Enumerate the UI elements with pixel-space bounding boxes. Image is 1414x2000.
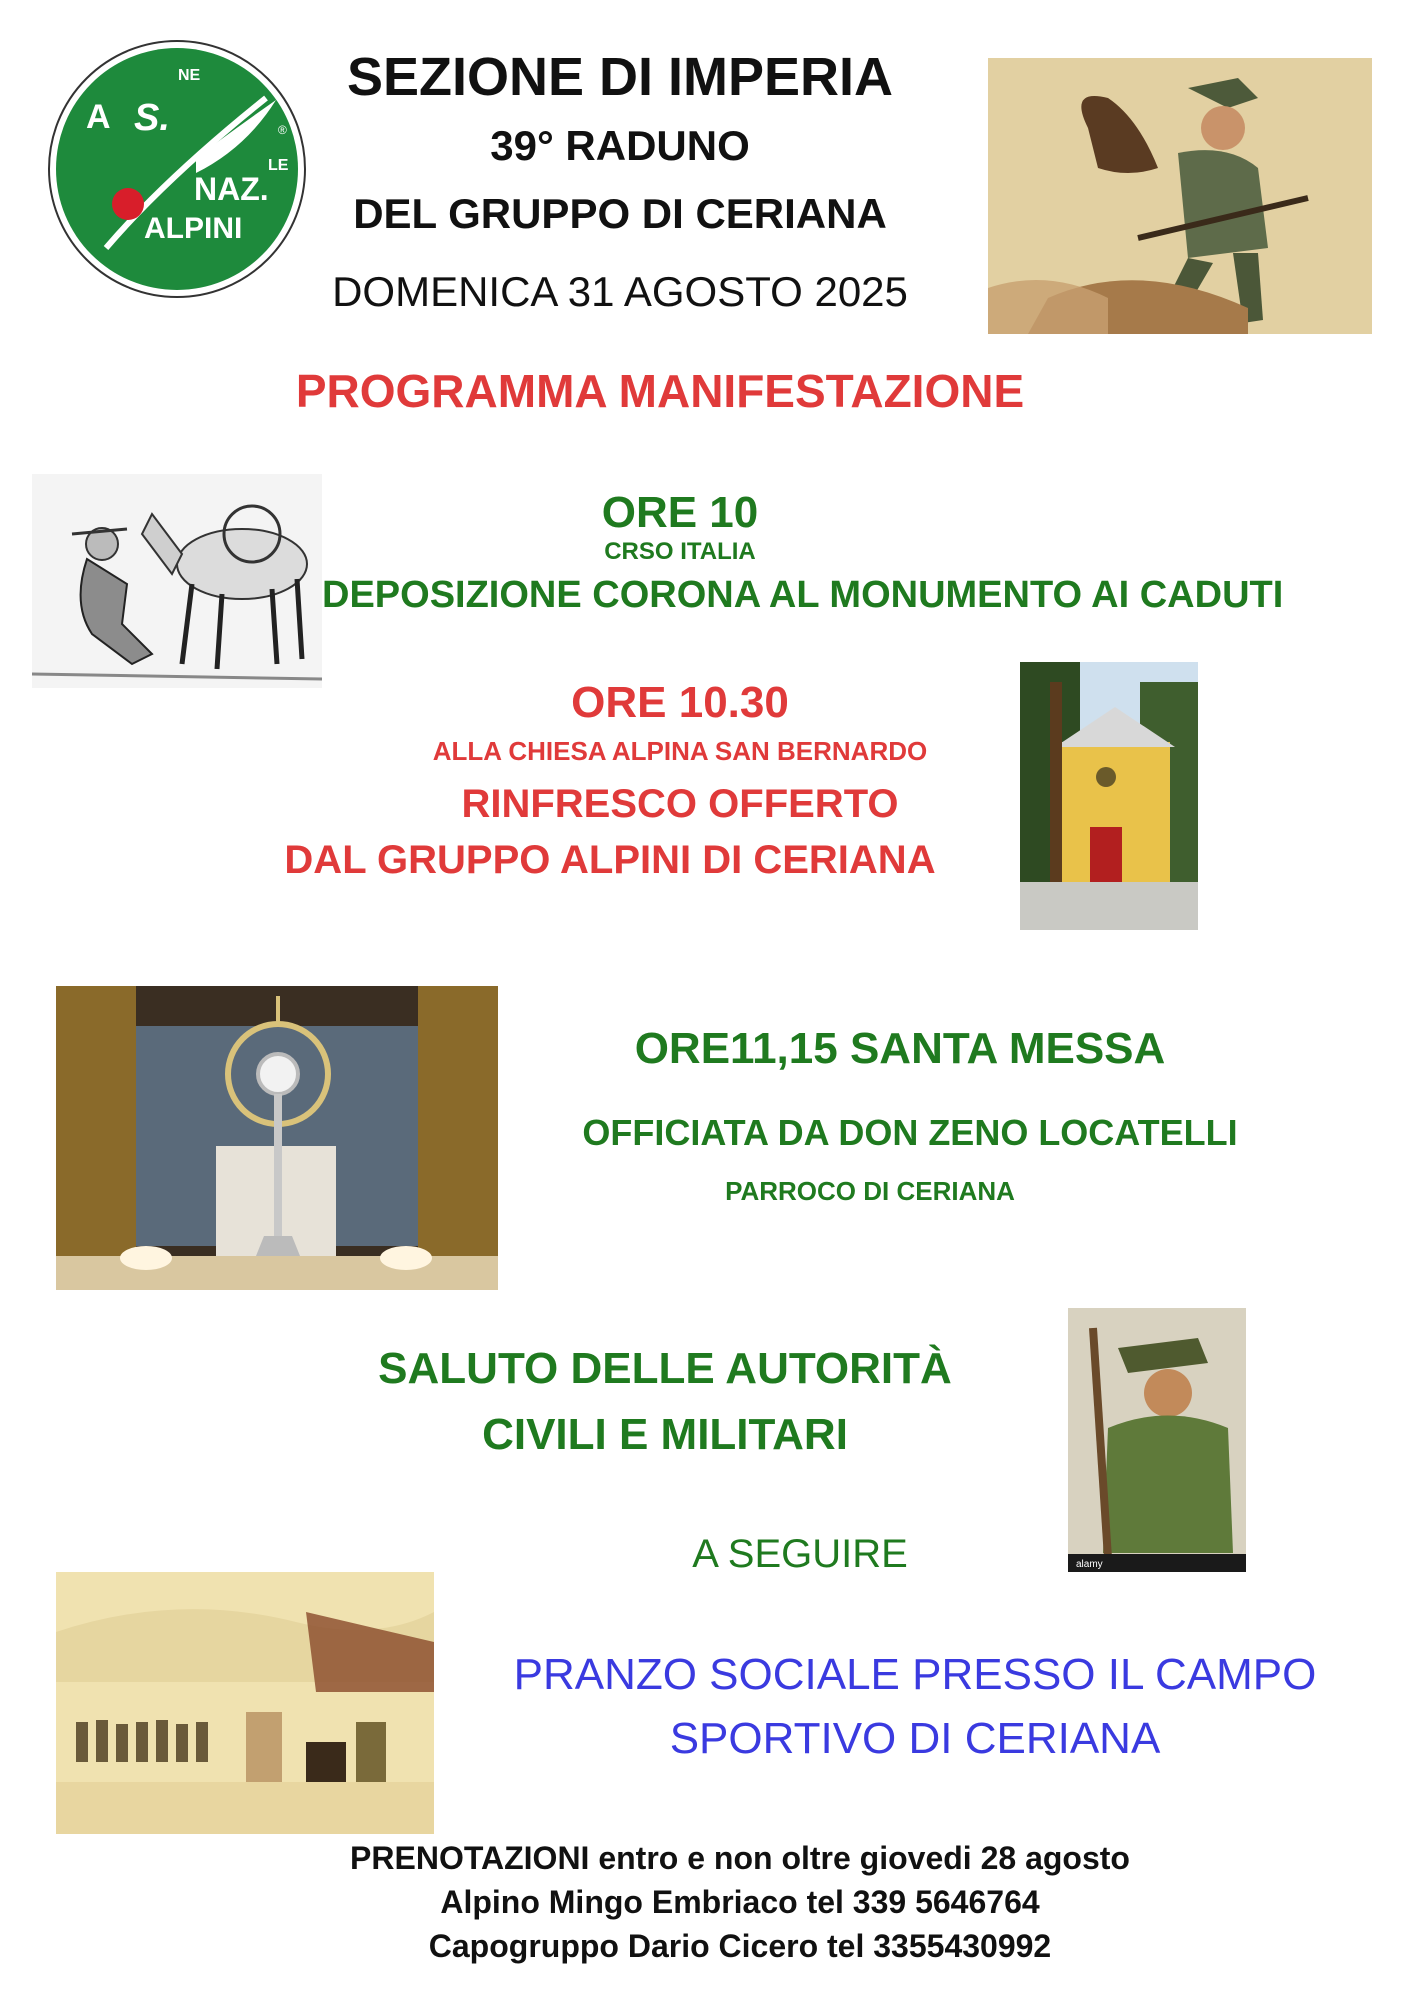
item2-desc-2: DAL GRUPPO ALPINI DI CERIANA <box>284 838 936 882</box>
alpino-portrait-painting <box>1068 1308 1246 1572</box>
item1-desc: DEPOSIZIONE CORONA AL MONUMENTO AI CADUTI <box>322 574 1284 616</box>
logo-letter-s: S. <box>134 97 170 139</box>
item3-time: ORE11,15 SANTA MESSA <box>634 1024 1166 1073</box>
item4-follow: A SEGUIRE <box>692 1532 908 1576</box>
header-title: SEZIONE DI IMPERIA <box>346 47 894 107</box>
ana-logo <box>46 38 308 300</box>
alpino-mule-sketch <box>32 474 322 688</box>
item4-line-2: CIVILI E MILITARI <box>482 1410 848 1459</box>
san-bernardo-church-photo <box>1020 662 1198 930</box>
item2-place: ALLA CHIESA ALPINA SAN BERNARDO <box>432 736 928 766</box>
logo-letter-a: A <box>86 98 111 136</box>
footer-deadline: entro e non oltre giovedi 28 agosto <box>589 1840 1130 1876</box>
item5-line-2: SPORTIVO DI CERIANA <box>669 1714 1161 1763</box>
logo-naz: NAZ. <box>194 171 269 207</box>
footer-prenotazioni: PRENOTAZIONI <box>350 1840 590 1876</box>
alpino-eagle-illustration <box>988 58 1372 334</box>
item3-sub: PARROCO DI CERIANA <box>725 1176 1015 1206</box>
item2-time: ORE 10.30 <box>571 678 789 727</box>
item5-line-1: PRANZO SOCIALE PRESSO IL CAMPO <box>513 1650 1317 1699</box>
logo-ne: NE <box>178 67 201 84</box>
poster-watermark: alamy <box>1076 1559 1103 1570</box>
program-heading: PROGRAMMA MANIFESTAZIONE <box>295 365 1025 417</box>
logo-alpini: ALPINI <box>144 212 243 245</box>
header-date: DOMENICA 31 AGOSTO 2025 <box>332 268 908 315</box>
item3-desc: OFFICIATA DA DON ZENO LOCATELLI <box>582 1112 1238 1153</box>
footer-line-1 <box>240 1840 1240 1877</box>
footer-line-3: Capogruppo Dario Cicero tel 3355430992 <box>428 1928 1052 1964</box>
item2-desc-1: RINFRESCO OFFERTO <box>461 782 899 826</box>
header-subtitle-1: 39° RADUNO <box>490 122 750 169</box>
logo-le: LE <box>268 157 289 174</box>
item1-time: ORE 10 <box>601 488 759 537</box>
header-subtitle-2: DEL GRUPPO DI CERIANA <box>353 190 887 237</box>
footer-line-2: Alpino Mingo Embriaco tel 339 5646764 <box>440 1884 1040 1920</box>
alpini-march-painting <box>56 1572 434 1834</box>
item1-place: CRSO ITALIA <box>604 538 756 565</box>
logo-registered: ® <box>278 123 287 137</box>
item4-line-1: SALUTO DELLE AUTORITÀ <box>378 1344 952 1393</box>
monstrance-altar-photo <box>56 986 498 1290</box>
